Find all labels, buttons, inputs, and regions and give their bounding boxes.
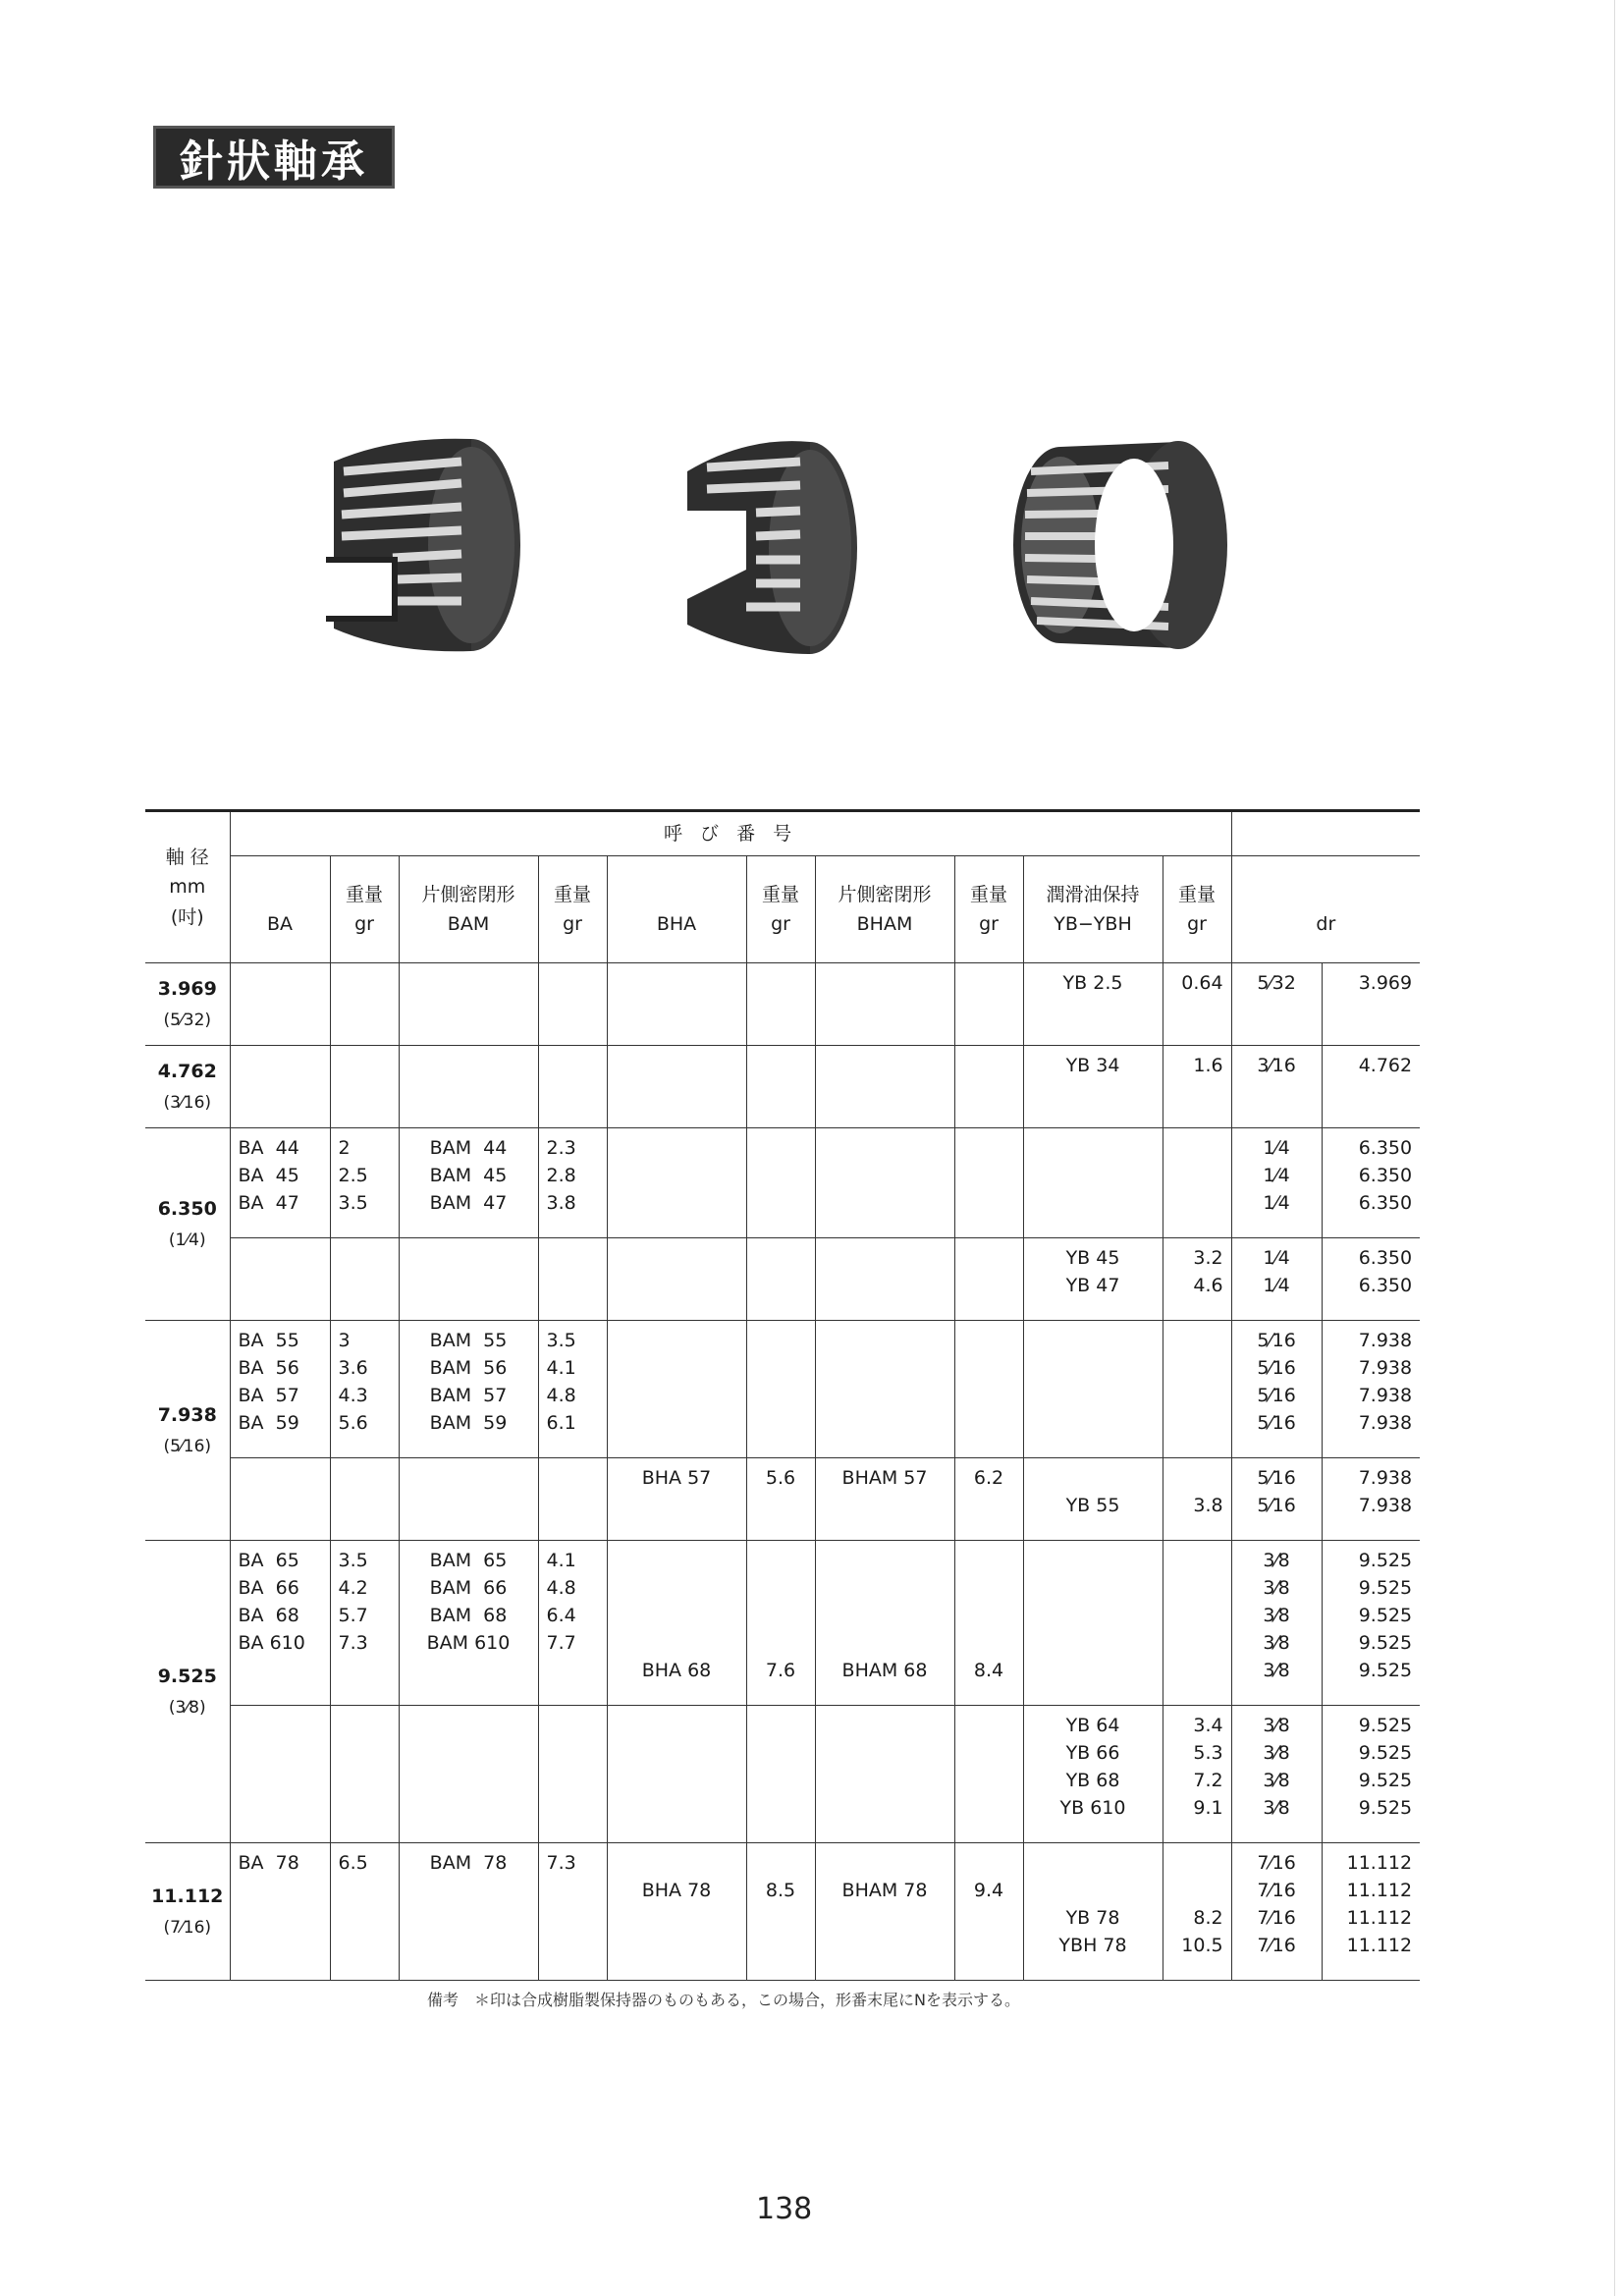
cell-bam-weight xyxy=(538,963,607,1046)
cell-bha-weight xyxy=(746,1238,815,1321)
footnote: 備考 ＊印は合成樹脂製保持器のものもある，この場合，形番末尾にNを表示する。 xyxy=(427,1991,1020,2009)
col-ba-weight-unit: gr xyxy=(354,913,374,935)
table-column-header-row xyxy=(145,856,1420,963)
page-number: 138 xyxy=(756,2192,813,2226)
col-bham xyxy=(815,856,954,963)
cell-bam xyxy=(399,963,538,1046)
cell-bha-weight: 5.6 xyxy=(746,1458,815,1541)
cell-dr-mm: 4.762 xyxy=(1322,1046,1420,1128)
col-bham-weight xyxy=(954,856,1023,963)
cell-ba xyxy=(230,1046,330,1128)
bearing-bha-image xyxy=(648,432,874,658)
col-yb xyxy=(1023,856,1163,963)
col-yb-weight-label: 重量 xyxy=(1178,883,1217,905)
col-bha-label: BHA xyxy=(656,913,697,935)
cell-bam xyxy=(399,1046,538,1128)
shaft-header-unit: mm xyxy=(169,876,206,899)
cell-ba: BA 78 xyxy=(230,1843,330,1981)
shaft-diameter-cell xyxy=(145,1843,230,1981)
cell-dr-mm: 7.938 7.938 7.938 7.938 xyxy=(1322,1321,1420,1458)
cell-ba-weight xyxy=(330,1238,399,1321)
bearing-photos xyxy=(295,432,1257,678)
cell-bha-weight xyxy=(746,1706,815,1843)
col-bham-weight-label: 重量 xyxy=(969,883,1007,905)
cell-bam xyxy=(399,1458,538,1541)
cell-yb: YB 64 YB 66 YB 68 YB 610 xyxy=(1023,1706,1163,1843)
cell-dr-inch: 3⁄8 3⁄8 3⁄8 3⁄8 xyxy=(1231,1706,1322,1843)
cell-dr-inch: 5⁄16 5⁄16 xyxy=(1231,1458,1322,1541)
cell-bam-weight: 3.5 4.1 4.8 6.1 xyxy=(538,1321,607,1458)
cell-yb xyxy=(1023,1541,1163,1706)
cell-dr-mm: 9.525 9.525 9.525 9.525 xyxy=(1322,1706,1420,1843)
cell-yb: YB 45 YB 47 xyxy=(1023,1238,1163,1321)
col-bha-weight-unit: gr xyxy=(771,913,790,935)
cell-bam: BAM 65 BAM 66 BAM 68 BAM 610 xyxy=(399,1541,538,1706)
cell-bham: BHAM 57 xyxy=(815,1458,954,1541)
col-yb-weight-unit: gr xyxy=(1187,913,1207,935)
cell-bham-weight: 8.4 xyxy=(954,1541,1023,1706)
cell-bam-weight xyxy=(538,1046,607,1128)
shaft-diameter-cell xyxy=(145,1321,230,1541)
dr-header-blank xyxy=(1231,811,1420,856)
cell-bha-weight xyxy=(746,963,815,1046)
cell-dr-inch: 1⁄4 1⁄4 xyxy=(1231,1238,1322,1321)
cell-bam: BAM 78 xyxy=(399,1843,538,1981)
cell-bha xyxy=(607,1321,746,1458)
cell-dr-mm: 7.938 7.938 xyxy=(1322,1458,1420,1541)
cell-bham xyxy=(815,1238,954,1321)
page-edge-line xyxy=(1614,0,1615,2296)
cell-yb-weight: 0.64 xyxy=(1163,963,1231,1046)
table-row xyxy=(145,1706,1420,1843)
cell-bam-weight xyxy=(538,1706,607,1843)
shaft-mm: 7.938 xyxy=(157,1404,217,1427)
cell-bham-weight xyxy=(954,1321,1023,1458)
cell-dr-mm: 9.525 9.525 9.525 9.525 9.525 xyxy=(1322,1541,1420,1706)
cell-yb-weight xyxy=(1163,1321,1231,1458)
table-body xyxy=(145,963,1420,1981)
col-bam-weight-unit: gr xyxy=(563,913,582,935)
cell-bham-weight: 6.2 xyxy=(954,1458,1023,1541)
shaft-inch: (1⁄4) xyxy=(168,1230,206,1251)
cell-ba xyxy=(230,1238,330,1321)
col-bam-label: 片側密閉形 xyxy=(421,883,515,905)
cell-yb-weight: 8.2 10.5 xyxy=(1163,1843,1231,1981)
shaft-diameter-cell xyxy=(145,1046,230,1128)
table-row xyxy=(145,963,1420,1046)
cell-yb: YB 78 YBH 78 xyxy=(1023,1843,1163,1981)
col-ba-weight xyxy=(330,856,399,963)
cell-bha-weight xyxy=(746,1128,815,1238)
cell-ba-weight xyxy=(330,1458,399,1541)
group-header: 呼 び 番 号 xyxy=(230,811,1231,856)
cell-bam xyxy=(399,1238,538,1321)
cell-ba: BA 55 BA 56 BA 57 BA 59 xyxy=(230,1321,330,1458)
cell-bam xyxy=(399,1706,538,1843)
shaft-inch: (3⁄8) xyxy=(168,1698,206,1719)
cell-bham: BHAM 78 xyxy=(815,1843,954,1981)
cell-bam-weight: 7.3 xyxy=(538,1843,607,1981)
table-row xyxy=(145,1458,1420,1541)
cell-bha-weight: 7.6 xyxy=(746,1541,815,1706)
col-bha-weight xyxy=(746,856,815,963)
cell-dr-inch: 1⁄4 1⁄4 1⁄4 xyxy=(1231,1128,1322,1238)
cell-ba-weight xyxy=(330,1706,399,1843)
col-bham-weight-unit: gr xyxy=(979,913,999,935)
cell-bham xyxy=(815,1706,954,1843)
cell-yb-weight: 3.8 xyxy=(1163,1458,1231,1541)
cell-dr-inch: 3⁄8 3⁄8 3⁄8 3⁄8 3⁄8 xyxy=(1231,1541,1322,1706)
shaft-diameter-cell xyxy=(145,963,230,1046)
table-group-header-row xyxy=(145,811,1420,856)
cell-dr-mm: 3.969 xyxy=(1322,963,1420,1046)
col-yb-code: YB−YBH xyxy=(1054,913,1132,935)
cell-bam-weight: 4.1 4.8 6.4 7.7 xyxy=(538,1541,607,1706)
shaft-inch: (7⁄16) xyxy=(163,1918,212,1939)
shaft-inch: (3⁄16) xyxy=(163,1093,212,1114)
section-title xyxy=(153,126,395,189)
cell-bha xyxy=(607,963,746,1046)
cell-dr-inch: 5⁄32 xyxy=(1231,963,1322,1046)
col-yb-weight xyxy=(1163,856,1231,963)
table-row xyxy=(145,1843,1420,1981)
table-row xyxy=(145,1321,1420,1458)
bearing-ba-image xyxy=(304,432,530,658)
cell-bham xyxy=(815,963,954,1046)
cell-bha-weight xyxy=(746,1046,815,1128)
col-bam-weight-label: 重量 xyxy=(553,883,591,905)
col-bha-weight-label: 重量 xyxy=(761,883,799,905)
col-yb-label: 潤滑油保持 xyxy=(1046,883,1140,905)
col-dr-label: dr xyxy=(1316,913,1336,935)
cell-yb-weight xyxy=(1163,1128,1231,1238)
shaft-mm: 6.350 xyxy=(157,1198,217,1221)
cell-bam: BAM 44 BAM 45 BAM 47 xyxy=(399,1128,538,1238)
cell-dr-mm: 11.112 11.112 11.112 11.112 xyxy=(1322,1843,1420,1981)
cell-dr-inch: 5⁄16 5⁄16 5⁄16 5⁄16 xyxy=(1231,1321,1322,1458)
shaft-diameter-cell xyxy=(145,1541,230,1843)
bearing-yb-image xyxy=(1001,432,1227,658)
cell-bha: BHA 57 xyxy=(607,1458,746,1541)
col-dr xyxy=(1231,856,1420,963)
cell-bham xyxy=(815,1321,954,1458)
shaft-header-label: 軸 径 xyxy=(165,846,209,868)
shaft-diameter-cell xyxy=(145,1128,230,1321)
table-row xyxy=(145,1238,1420,1321)
bearing-spec-table xyxy=(145,809,1420,1981)
col-bam-code: BAM xyxy=(447,913,490,935)
cell-yb: YB 2.5 xyxy=(1023,963,1163,1046)
cell-bham-weight: 9.4 xyxy=(954,1843,1023,1981)
cell-bha xyxy=(607,1046,746,1128)
shaft-mm: 11.112 xyxy=(151,1886,224,1908)
cell-ba-weight: 2 2.5 3.5 xyxy=(330,1128,399,1238)
cell-ba xyxy=(230,1458,330,1541)
col-bha xyxy=(607,856,746,963)
cell-bham-weight xyxy=(954,1128,1023,1238)
cell-bha-weight xyxy=(746,1321,815,1458)
cell-bam: BAM 55 BAM 56 BAM 57 BAM 59 xyxy=(399,1321,538,1458)
cell-bha xyxy=(607,1128,746,1238)
shaft-mm: 3.969 xyxy=(157,978,217,1001)
col-bam-weight xyxy=(538,856,607,963)
cell-ba-weight: 3.5 4.2 5.7 7.3 xyxy=(330,1541,399,1706)
cell-bham-weight xyxy=(954,1706,1023,1843)
cell-ba-weight xyxy=(330,1046,399,1128)
cell-ba-weight: 3 3.6 4.3 5.6 xyxy=(330,1321,399,1458)
cell-bam-weight xyxy=(538,1458,607,1541)
shaft-header xyxy=(145,811,230,963)
cell-bha: BHA 78 xyxy=(607,1843,746,1981)
shaft-inch: (5⁄32) xyxy=(163,1011,212,1031)
cell-yb-weight: 3.2 4.6 xyxy=(1163,1238,1231,1321)
table-row xyxy=(145,1541,1420,1706)
cell-bham xyxy=(815,1046,954,1128)
cell-yb: YB 34 xyxy=(1023,1046,1163,1128)
col-bham-code: BHAM xyxy=(856,913,913,935)
cell-dr-inch: 7⁄16 7⁄16 7⁄16 7⁄16 xyxy=(1231,1843,1322,1981)
cell-dr-inch: 3⁄16 xyxy=(1231,1046,1322,1128)
shaft-mm: 9.525 xyxy=(157,1666,217,1688)
cell-dr-mm: 6.350 6.350 xyxy=(1322,1238,1420,1321)
cell-yb xyxy=(1023,1128,1163,1238)
cell-yb-weight: 1.6 xyxy=(1163,1046,1231,1128)
cell-bham: BHAM 68 xyxy=(815,1541,954,1706)
cell-bham-weight xyxy=(954,963,1023,1046)
cell-yb xyxy=(1023,1321,1163,1458)
cell-bha xyxy=(607,1238,746,1321)
section-title-text: 針狀軸承 xyxy=(180,137,368,187)
cell-ba xyxy=(230,963,330,1046)
cell-bam-weight xyxy=(538,1238,607,1321)
cell-bham xyxy=(815,1128,954,1238)
cell-dr-mm: 6.350 6.350 6.350 xyxy=(1322,1128,1420,1238)
shaft-header-inch: (吋) xyxy=(170,905,204,928)
cell-bham-weight xyxy=(954,1046,1023,1128)
cell-bham-weight xyxy=(954,1238,1023,1321)
cell-bha: BHA 68 xyxy=(607,1541,746,1706)
cell-ba-weight xyxy=(330,963,399,1046)
table-row xyxy=(145,1046,1420,1128)
cell-ba-weight: 6.5 xyxy=(330,1843,399,1981)
col-ba-weight-label: 重量 xyxy=(345,883,383,905)
shaft-inch: (5⁄16) xyxy=(163,1437,212,1457)
cell-yb-weight xyxy=(1163,1541,1231,1706)
cell-ba: BA 65 BA 66 BA 68 BA 610 xyxy=(230,1541,330,1706)
cell-bha-weight: 8.5 xyxy=(746,1843,815,1981)
cell-ba: BA 44 BA 45 BA 47 xyxy=(230,1128,330,1238)
cell-bha xyxy=(607,1706,746,1843)
col-ba-label: BA xyxy=(266,913,294,935)
cell-bam-weight: 2.3 2.8 3.8 xyxy=(538,1128,607,1238)
table-row xyxy=(145,1128,1420,1238)
cell-yb: YB 55 xyxy=(1023,1458,1163,1541)
cell-ba xyxy=(230,1706,330,1843)
cell-yb-weight: 3.4 5.3 7.2 9.1 xyxy=(1163,1706,1231,1843)
shaft-mm: 4.762 xyxy=(157,1061,217,1083)
col-bam xyxy=(399,856,538,963)
col-bham-label: 片側密閉形 xyxy=(838,883,932,905)
col-ba xyxy=(230,856,330,963)
